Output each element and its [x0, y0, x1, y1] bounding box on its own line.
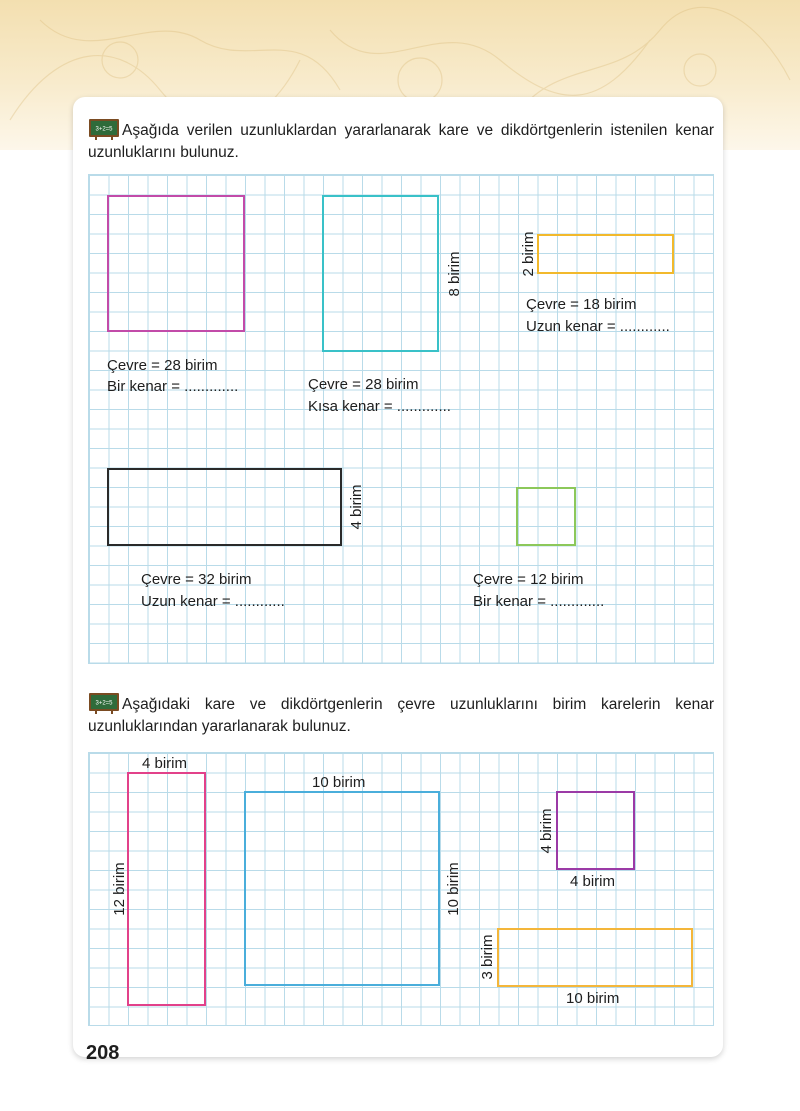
section1-instruction: 3+2=5 Aşağıda verilen uzunluklardan yararlanarak kare ve dikdörtgenlerin istenilen kenar uzunluklarını bulunuz.: [88, 118, 714, 164]
square-blue: [244, 791, 440, 986]
shapeB-top-label: 10 birim: [312, 774, 366, 791]
section2-instruction: 3+2=5 Aşağıdaki kare ve dikdörtgenlerin çevre uzunluklarını birim karelerin kenar uzunluklarından yararlanarak bulunuz.: [88, 692, 714, 738]
shapeC-side-label: 4 birim: [538, 808, 555, 854]
page-number: 208: [86, 1042, 120, 1064]
shapeD-side-label: 3 birim: [479, 934, 496, 980]
problem4-perimeter: Çevre = 32 birim: [141, 571, 252, 588]
rectangle-gold: [497, 928, 693, 987]
problem2-side-label: 8 birim: [446, 251, 463, 297]
shapeB-side-label: 10 birim: [445, 862, 462, 916]
problem5-perimeter: Çevre = 12 birim: [473, 571, 584, 588]
svg-text:3+2=5: 3+2=5: [95, 126, 113, 133]
shapeA-side-label: 12 birim: [111, 862, 128, 916]
problem1-perimeter: Çevre = 28 birim: [107, 357, 218, 374]
problem2-answer: Kısa kenar = .............: [308, 398, 451, 415]
rectangle-black: [107, 468, 342, 546]
rectangle-yellow: [537, 234, 674, 274]
problem3-perimeter: Çevre = 18 birim: [526, 296, 637, 313]
chalkboard-icon: [88, 692, 120, 714]
problem5-answer: Bir kenar = .............: [473, 593, 605, 610]
problem3-side-label: 2 birim: [520, 231, 537, 277]
square-magenta: [107, 195, 245, 332]
square-purple: [556, 791, 635, 870]
svg-text:3+2=5: 3+2=5: [95, 700, 113, 707]
shapeD-bottom-label: 10 birim: [566, 990, 620, 1007]
square-green: [516, 487, 576, 546]
chalkboard-icon: [88, 118, 120, 140]
rectangle-pink: [127, 772, 206, 1006]
problem4-side-label: 4 birim: [348, 484, 365, 530]
shapeC-bottom-label: 4 birim: [570, 873, 616, 890]
problem3-answer: Uzun kenar = ............: [526, 318, 670, 335]
problem4-answer: Uzun kenar = ............: [141, 593, 285, 610]
shapeA-top-label: 4 birim: [142, 755, 188, 772]
problem2-perimeter: Çevre = 28 birim: [308, 376, 419, 393]
problem1-answer: Bir kenar = .............: [107, 378, 239, 395]
rectangle-cyan: [322, 195, 439, 352]
